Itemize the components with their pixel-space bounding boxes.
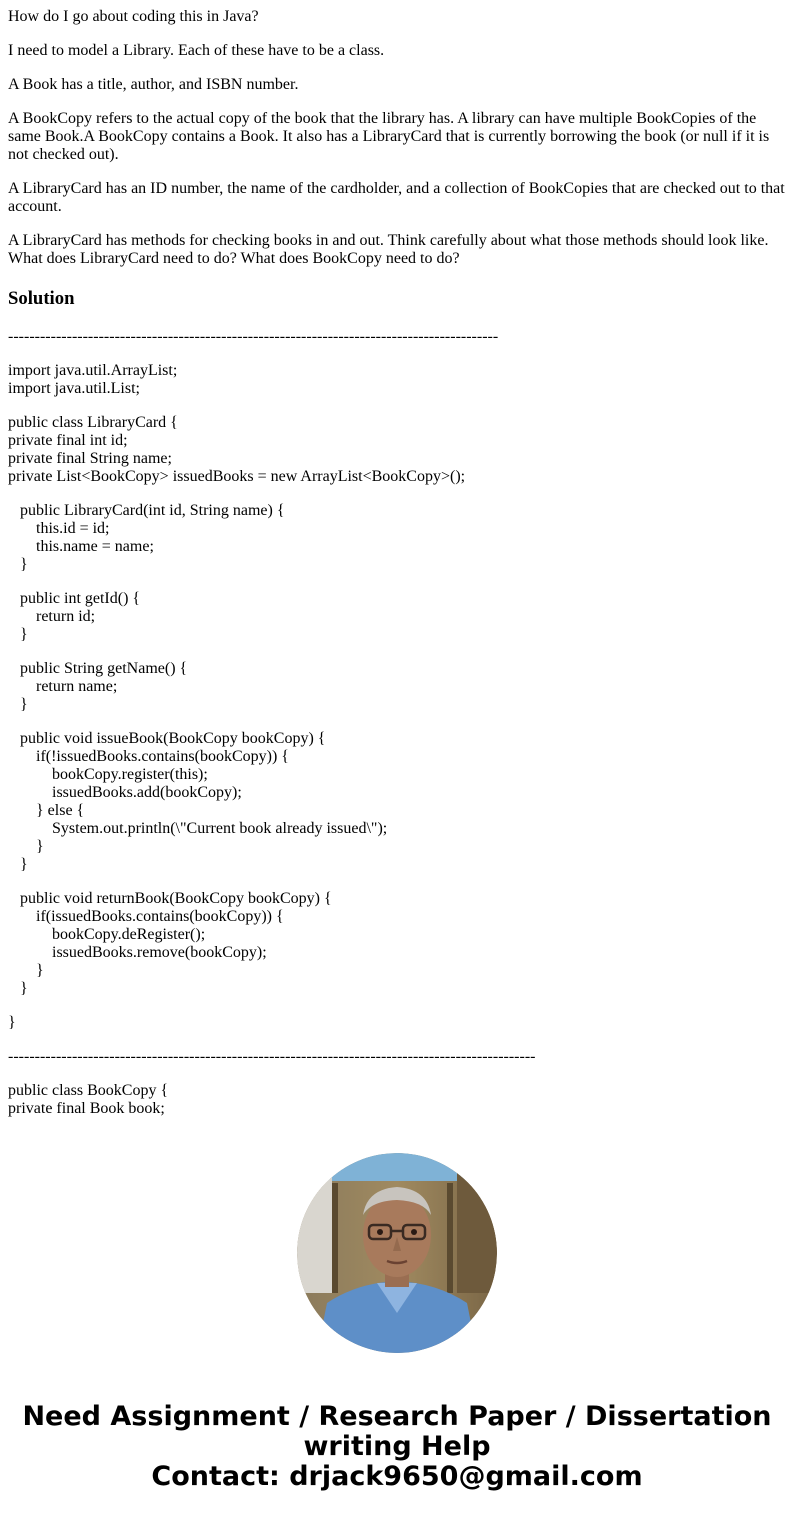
code-line: } (8, 626, 28, 643)
code-line: private final int id; (8, 432, 128, 449)
code-line: public int getId() { (8, 590, 141, 607)
getname-block (8, 660, 788, 714)
code-line: public String getName() { (8, 660, 188, 677)
code-line: return id; (8, 608, 96, 625)
code-line: private final String name; (8, 450, 172, 467)
code-line: } (8, 980, 28, 997)
separator (8, 328, 788, 346)
imports-block (8, 362, 788, 398)
footer-contact: Contact: drjack9650@gmail.com (151, 1461, 643, 1492)
question-paragraph: A LibraryCard has methods for checking books in and out. Think carefully about what those methods should look like. What does LibraryCard need to do? What does BookCopy need to do? (8, 232, 769, 267)
document-content (8, 0, 788, 1124)
code-line: } (8, 1014, 16, 1031)
code-line: private List<BookCopy> issuedBooks = new ArrayList<BookCopy>(); (8, 468, 466, 485)
constructor-block (8, 502, 788, 574)
code-line: System.out.println(\"Current book already issued\"); (8, 820, 388, 837)
question-paragraph: A BookCopy refers to the actual copy of the book that the library has. A library can have multiple BookCopies of the same Book.A BookCopy contains a Book. It also has a LibraryCard that is currently borrowing the book (or null if it is not checked out). (8, 110, 770, 163)
bookcopy-class-block (8, 1082, 788, 1118)
code-line: } (8, 696, 28, 713)
code-line: } (8, 556, 28, 573)
solution-heading: Solution (8, 288, 75, 309)
code-line: public void returnBook(BookCopy bookCopy) { (8, 890, 332, 907)
code-line: this.id = id; (8, 520, 110, 537)
code-line: issuedBooks.add(bookCopy); (8, 784, 242, 801)
footer-line: Need Assignment / Research Paper / Dissertation (22, 1401, 772, 1432)
getid-block (8, 590, 788, 644)
promo-footer (0, 1402, 794, 1492)
code-line: } (8, 838, 44, 855)
issuebook-block (8, 730, 788, 874)
solution-code (8, 328, 788, 1118)
class-declaration-block (8, 414, 788, 486)
code-line: } (8, 962, 44, 979)
code-line: return name; (8, 678, 118, 695)
code-line: public class LibraryCard { (8, 414, 178, 431)
code-line: import java.util.ArrayList; (8, 362, 178, 379)
question-paragraph: A Book has a title, author, and ISBN number. (8, 76, 299, 93)
class-close-block (8, 1014, 788, 1032)
code-line: bookCopy.deRegister(); (8, 926, 206, 943)
separator-line: -------------------------------------------------------------------------------------------- (8, 328, 499, 345)
code-line: public LibraryCard(int id, String name) { (8, 502, 285, 519)
question-paragraph: I need to model a Library. Each of these have to be a class. (8, 42, 385, 59)
question-paragraph: How do I go about coding this in Java? (8, 8, 259, 25)
question-paragraph: A LibraryCard has an ID number, the name of the cardholder, and a collection of BookCopies that are checked out to that account. (8, 180, 785, 215)
code-line: } (8, 856, 28, 873)
code-line: this.name = name; (8, 538, 154, 555)
code-line: public class BookCopy { (8, 1082, 169, 1099)
separator (8, 1048, 788, 1066)
code-line: if(!issuedBooks.contains(bookCopy)) { (8, 748, 289, 765)
footer-line: writing Help (303, 1431, 491, 1462)
code-line: } else { (8, 802, 85, 819)
separator-line: --------------------------------------------------------------------------------------------------- (8, 1048, 536, 1065)
code-line: bookCopy.register(this); (8, 766, 208, 783)
question-section (8, 8, 788, 268)
code-line: if(issuedBooks.contains(bookCopy)) { (8, 908, 284, 925)
code-line: private final Book book; (8, 1100, 165, 1117)
code-line: import java.util.List; (8, 380, 140, 397)
code-line: issuedBooks.remove(bookCopy); (8, 944, 267, 961)
returnbook-block (8, 890, 788, 998)
author-photo (297, 1153, 497, 1353)
code-line: public void issueBook(BookCopy bookCopy) { (8, 730, 326, 747)
